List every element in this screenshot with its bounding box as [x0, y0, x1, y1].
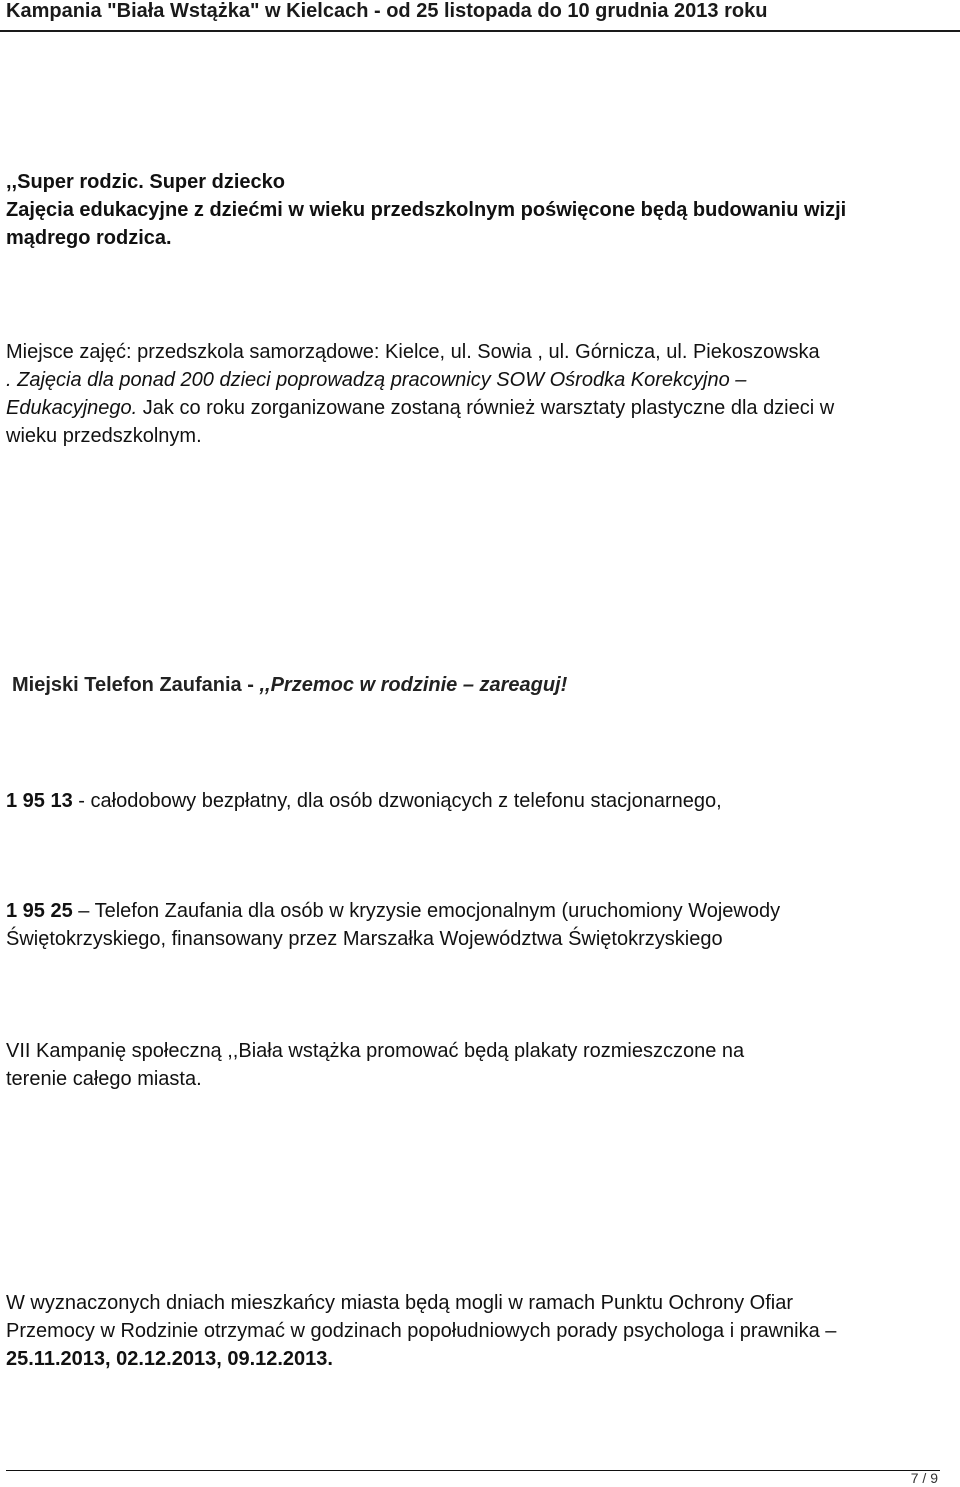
hotline-number-1-bold: 1 95 13 — [6, 790, 73, 812]
miejsce-line-3-rest: Jak co roku zorganizowane zostaną również warsztaty plastyczne dla dzieci w — [137, 397, 835, 419]
miejsce-line-2: . Zajęcia dla ponad 200 dzieci poprowadzą pracownicy SOW Ośrodka Korekcyjno – — [6, 369, 747, 391]
super-rodzic-section — [6, 168, 846, 252]
hotline-number-2-bold: 1 95 25 — [6, 900, 73, 922]
punkt-line-1: W wyznaczonych dniach mieszkańcy miasta będą mogli w ramach Punktu Ochrony Ofiar — [6, 1292, 793, 1314]
punkt-dates: 25.11.2013, 02.12.2013, 09.12.2013. — [6, 1348, 333, 1370]
campaign-line-1: VII Kampanię społeczną ,,Biała wstążka promować będą plakaty rozmieszczone na — [6, 1040, 745, 1062]
page-number: 7 / 9 — [910, 1470, 938, 1486]
footer-divider — [6, 1470, 940, 1471]
miejsce-line-3 — [6, 394, 834, 422]
punkt-section — [6, 1289, 836, 1373]
hotline-heading-italic: ,,Przemoc w rodzinie – zareaguj! — [259, 674, 568, 696]
super-rodzic-line-1: Zajęcia edukacyjne z dziećmi w wieku przedszkolnym poświęcone będą budowaniu wizji — [6, 199, 847, 221]
hotline-number-2-text: – Telefon Zaufania dla osób w kryzysie emocjonalnym (uruchomiony Wojewody — [72, 900, 781, 922]
miejsce-section — [6, 338, 834, 450]
header-divider — [0, 30, 960, 32]
punkt-line-2: Przemocy w Rodzinie otrzymać w godzinach popołudniowych porady psychologa i prawnika – — [6, 1320, 837, 1342]
hotline-heading — [12, 674, 567, 697]
document-header-title: Kampania "Biała Wstążka" w Kielcach - od 25 listopada do 10 grudnia 2013 roku — [6, 0, 768, 22]
hotline-number-2 — [6, 897, 780, 953]
hotline-number-1-text: - całodobowy bezpłatny, dla osób dzwoniących z telefonu stacjonarnego, — [72, 790, 722, 812]
hotline-number-1 — [6, 787, 722, 815]
super-rodzic-line-2: mądrego rodzica. — [6, 227, 172, 249]
miejsce-line-1: Miejsce zajęć: przedszkola samorządowe: Kielce, ul. Sowia , ul. Górnicza, ul. Piekoszowska — [6, 341, 820, 363]
hotline-number-2-line-2: Świętokrzyskiego, finansowany przez Marszałka Województwa Świętokrzyskiego — [6, 928, 723, 950]
miejsce-line-4: wieku przedszkolnym. — [6, 425, 202, 447]
miejsce-line-3-italic: Edukacyjnego. — [6, 397, 138, 419]
hotline-heading-plain: Miejski Telefon Zaufania - — [12, 674, 260, 696]
super-rodzic-heading: ,,Super rodzic. Super dziecko — [6, 171, 285, 193]
campaign-section — [6, 1037, 744, 1093]
campaign-line-2: terenie całego miasta. — [6, 1068, 202, 1090]
